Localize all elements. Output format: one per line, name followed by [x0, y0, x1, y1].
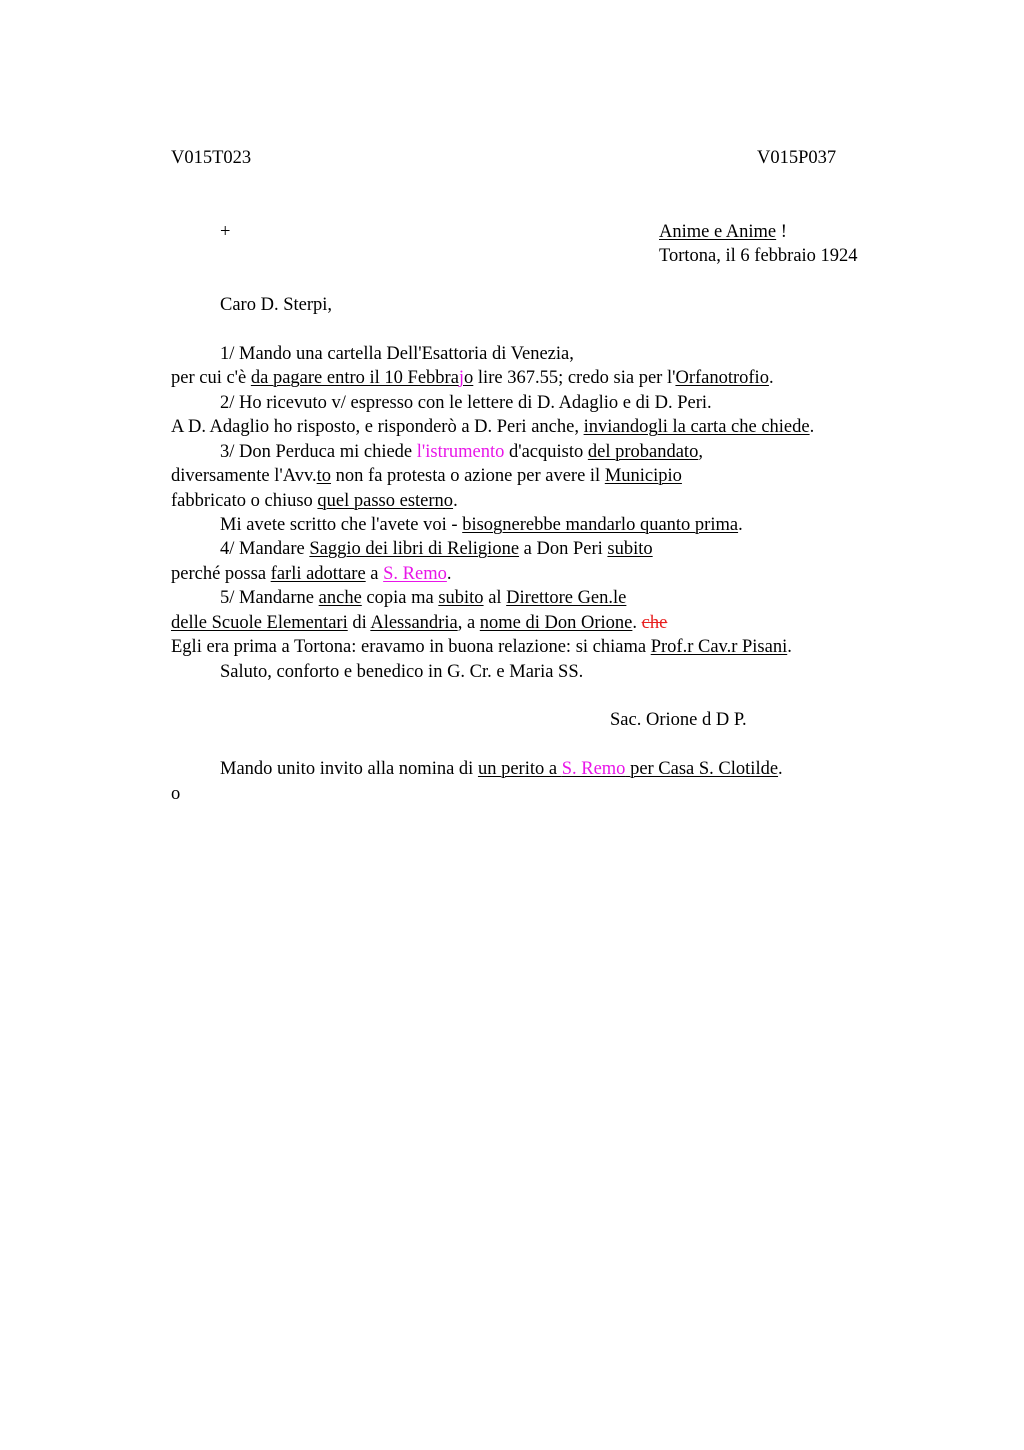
underlined-span: Municipio — [604, 466, 682, 486]
text-span: . — [453, 491, 458, 511]
greeting: Caro D. Sterpi, — [220, 295, 333, 315]
text-span: a — [365, 564, 384, 584]
magenta-span: l'istrumento — [416, 442, 505, 462]
body-line-6 — [171, 464, 682, 488]
text-span: per Casa S. Clotilde — [625, 759, 779, 779]
body-line-9 — [220, 537, 653, 561]
text-span: copia ma — [361, 588, 439, 608]
underlined-span: inviandogli la carta che chiede — [583, 417, 810, 437]
body-line-8 — [220, 513, 743, 537]
underlined-span: Alessandria — [370, 613, 458, 633]
underlined-span: delle Scuole Elementari — [171, 613, 348, 633]
underlined-span: del probandato — [587, 442, 699, 462]
underlined-span: subito — [438, 588, 484, 608]
correction-span: j — [458, 368, 465, 388]
dateline: Tortona, il 6 febbraio 1924 — [659, 246, 858, 266]
text-span: , a — [457, 613, 480, 633]
postscript — [220, 757, 783, 781]
body-line-11 — [220, 586, 626, 610]
underlined-span: Saggio dei libri di Religione — [309, 539, 520, 559]
footer-mark: o — [171, 784, 181, 804]
text-span: , — [698, 442, 703, 462]
text-span: 3/ Don Perduca mi chiede — [220, 442, 417, 462]
text-span: . — [446, 564, 452, 584]
underlined-span: subito — [607, 539, 653, 559]
underlined-span: bisognerebbe mandarlo quanto prima — [462, 515, 739, 535]
header-right-code: V015P037 — [757, 148, 837, 168]
text-span: non fa protesta o azione per avere il — [331, 466, 605, 486]
cross-mark: + — [220, 222, 231, 242]
text-span: . — [778, 759, 783, 779]
body-line-12 — [171, 611, 667, 635]
text-span: per cui c'è — [171, 368, 251, 388]
body-line-2 — [171, 366, 774, 390]
text-span: Egli era prima a Tortona: eravamo in buona relazione: si chiama — [171, 637, 651, 657]
text-span: . — [809, 417, 815, 437]
closing-line: Saluto, conforto e benedico in G. Cr. e Maria SS. — [220, 662, 584, 682]
motto — [659, 220, 787, 244]
underlined-span: Orfanotrofio — [675, 368, 769, 388]
underlined-span: farli adottare — [270, 564, 366, 584]
text-span: . — [768, 368, 774, 388]
text-span: Mi avete scritto che l'avete voi - — [220, 515, 463, 535]
underlined-span: anche — [318, 588, 362, 608]
text-span: d'acquisto — [504, 442, 588, 462]
body-line-3: 2/ Ho ricevuto v/ espresso con le lettere di D. Adaglio e di D. Peri. — [220, 393, 712, 413]
underlined-span — [478, 759, 778, 779]
text-span: da pagare entro il 10 Febbra — [250, 368, 459, 388]
underlined-span: to — [316, 466, 332, 486]
text-span: A D. Adaglio ho risposto, e risponderò a D. Peri anche, — [171, 417, 584, 437]
header-left-code: V015T023 — [171, 148, 252, 168]
text-span: al — [483, 588, 507, 608]
text-span: fabbricato o chiuso — [171, 491, 318, 511]
underlined-span: Prof.r Cav.r Pisani — [650, 637, 788, 657]
magenta-underlined-span: S. Remo — [383, 564, 447, 584]
text-span: Mando unito invito alla nomina di — [220, 759, 478, 779]
body-line-13 — [171, 635, 792, 659]
text-span: 4/ Mandare — [220, 539, 310, 559]
text-span: . — [738, 515, 743, 535]
text-span: . — [632, 613, 642, 633]
motto-underlined: Anime e Anime — [659, 222, 777, 242]
body-line-1: 1/ Mando una cartella Dell'Esattoria di Venezia, — [220, 344, 574, 364]
signature: Sac. Orione d D P. — [610, 710, 747, 730]
underlined-span: nome di Don Orione — [479, 613, 633, 633]
body-line-7 — [171, 489, 458, 513]
underlined-span — [251, 368, 473, 388]
text-span: un perito a — [477, 759, 562, 779]
body-line-5 — [220, 440, 703, 464]
motto-tail: ! — [776, 222, 787, 242]
text-span: lire 367.55; credo sia per l' — [473, 368, 676, 388]
text-span: diversamente l'Avv. — [171, 466, 317, 486]
body-line-10 — [171, 562, 452, 586]
text-span: perché possa — [171, 564, 271, 584]
body-line-4 — [171, 415, 814, 439]
text-span: di — [347, 613, 371, 633]
underlined-span: quel passo esterno — [317, 491, 454, 511]
text-span: 5/ Mandarne — [220, 588, 319, 608]
text-span: o — [464, 368, 474, 388]
text-span: . — [787, 637, 792, 657]
underlined-span: Direttore Gen.le — [506, 588, 627, 608]
strikethrough-span: che — [641, 613, 668, 633]
text-span: a Don Peri — [519, 539, 608, 559]
magenta-span: S. Remo — [561, 759, 626, 779]
